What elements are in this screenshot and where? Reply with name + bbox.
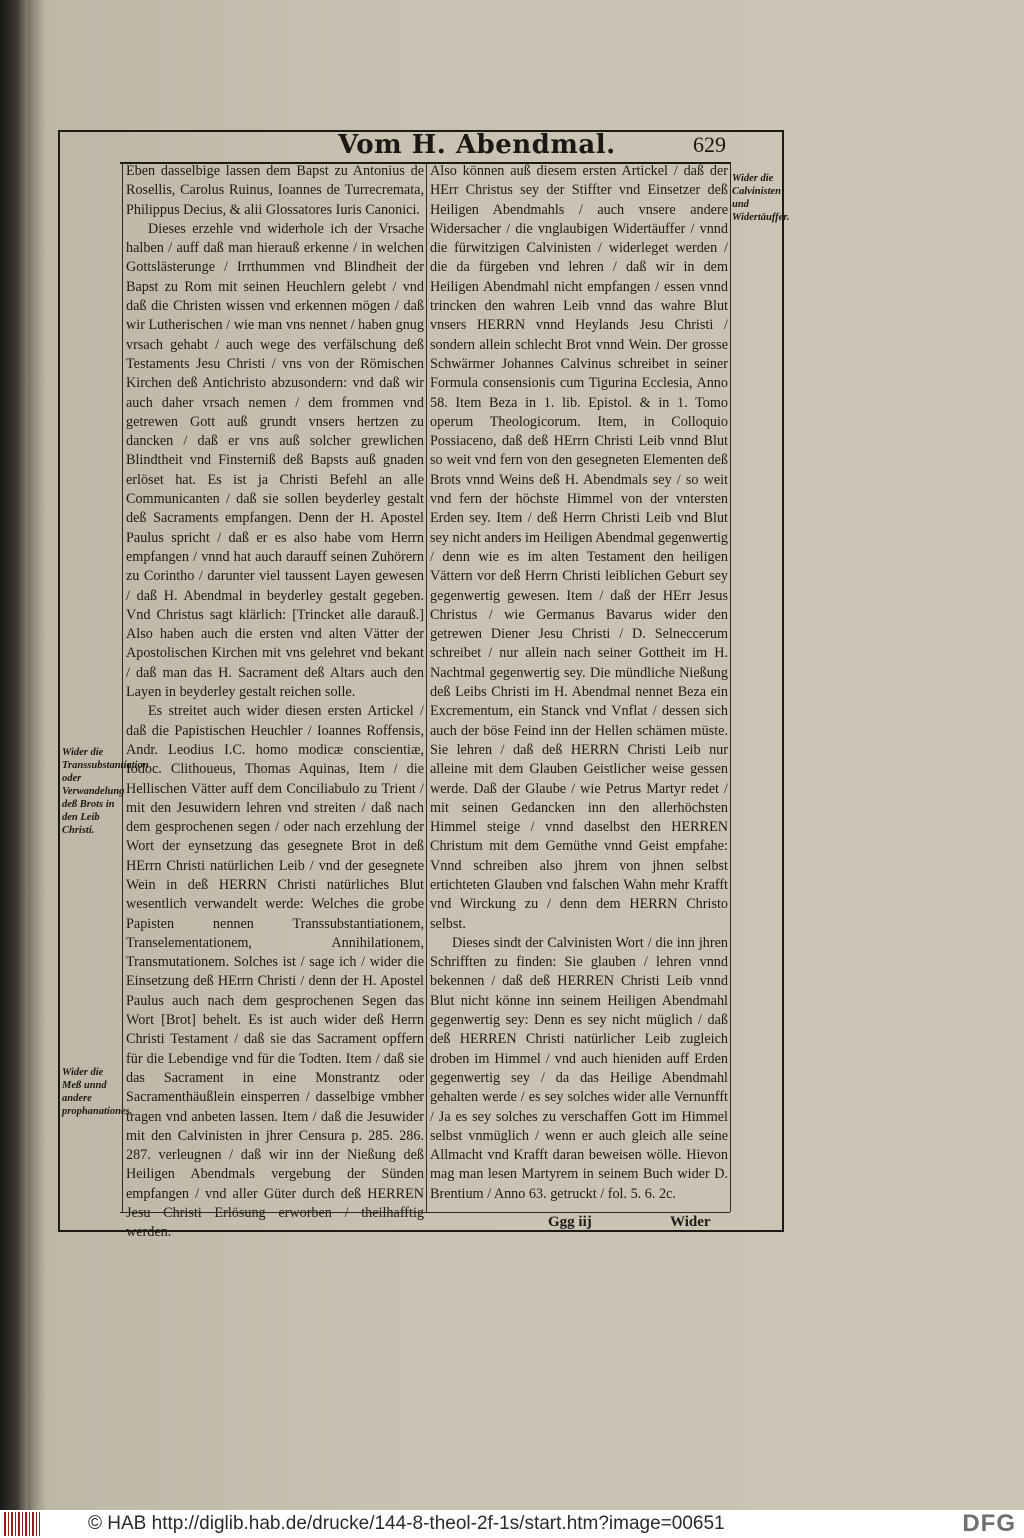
book-spine [0, 0, 28, 1510]
paragraph: Eben dasselbige lassen dem Bapst zu Antonius de Rosellis, Carolus Ruinus, Ioannes de Turrecremata, Philippus Decius, & alii Glossatores Iuris Canonici. [126, 163, 424, 218]
left-column [126, 162, 424, 1243]
catchword: Wider [670, 1214, 711, 1230]
source-link[interactable]: © HAB http://diglib.hab.de/drucke/144-8-theol-2f-1s/start.htm?image=00651 [88, 1513, 725, 1534]
margin-note-left: Wider die Meß unnd andere prophanationes. [62, 1067, 133, 1117]
column-rule-right [730, 162, 731, 1212]
dfg-logo: DFG [962, 1510, 1016, 1537]
page-number: 629 [693, 132, 726, 157]
margin-note-right: Wider die Calvinisten und Widertäuffer. [732, 173, 790, 223]
column-rule-left [122, 162, 123, 1212]
barcode-icon [4, 1512, 40, 1536]
bottom-rule [120, 1212, 730, 1213]
running-head [120, 132, 730, 164]
paragraph: Dieses sindt der Calvinisten Wort / die inn jhren Schrifften zu finden: Sie glauben / lehren vnnd bekennen / daß deß HERREN Christi Leib vnnd Blut nicht könne inn seinem Heiligen Abendmahl gegenwertig sey: Denn es sey nicht müglich / daß deß HERREN Christi natürlicher Leib zugleich droben im Himmel / vnd auch hieniden auff Erden gegenwertig sey / da das Heilige Abendmahl gehalten werde / es sey solches wider alle Vernunfft / Ja es sey solches zu verschaffen Gott im Himmel selbst vnmüglich / wenn er auch gleich alle seine Allmacht vnd Krafft daran beweisen wölle. Hievon mag man lesen Martyrem in seinem Buch wider D. Brentium / Anno 63. getruckt / fol. 5. 6. 2c. [430, 934, 728, 1202]
paragraph: Dieses erzehle vnd widerhole ich der Vrsache halben / auff daß man hierauß erkenne / in welchen Gottslästerunge / Irrthummen vnd Blindheit der Bapst zu Rom mit seinen Heuchlern gelebt / vnd daß die Christen wissen vnd erkennen mögen / daß wir Lutherischen / wie man vns nennet / haben gnug vrsach gehabt / auch wege des verfälschung deß Testaments Jesu Christi / vns von der Römischen Kirchen deß Antichristo abzusondern: vnd daß wir auch daher vrsach nemen / dem frommen vnd getrewen Gott auß grundt vnsers hertzen zu dancken / daß er vns auß solcher grewlichen Blindtheit vnd Finsterniß deß Bapsts auß gnaden erlöset hat. Es ist ja Christi Befehl an alle Communicanten / daß sie sollen beyderley gestalt deß Sacraments empfangen. Denn der H. Apostel Paulus spricht / daß er es also habe vom Herrn empfangen / vnnd hat auch darauff seinen Zuhörern zu Corintho / darunter viel taussent Layen gewesen / daß H. Abendmal in beyderley gestalt gegeben. Vnd Christus sagt klärlich: [Trincket alle darauß.] Also haben auch die ersten vnd alten Vätter der Apostolischen Kirchen mit vns gelehret vnd bekant / daß man das H. Sacrament deß Altars auch den Layen in beyderley gestalt reichen solle. [126, 220, 424, 701]
paragraph: Also können auß diesem ersten Artickel / daß der HErr Christus sey der Stiffter vnd Einsetzer deß Heiligen Abendmahls / auch vnsere andere Widersacher / die vnglaubigen Widertäuffer / vnnd die fürwitzigen Calvinisten / widerleget werden / die da fürgeben vnd lehren / daß wir in dem Heiligen Abendmahl nicht empfangen / essen vnnd trincken den wahren Leib vnnd das wahre Blut vnsers HERRN vnnd Heylands Jesu Christi / sondern allein schlecht Brot vnnd Wein. Der grosse Schwärmer Johannes Calvinus schreibet in seiner Formula consensionis cum Tigurina Ecclesia, Anno 58. Item Beza in 1. lib. Epistol. & in 1. Tomo operum Theologicorum. Item, in Colloquio Possiaceno, daß deß HErrn Christi Leib vnnd Blut so weit vnd fern von den gesegneten Elementen deß Brots vnnd Weins deß H. Abendmals sey / so weit vnd fern der höchste Himmel von der vntersten Erden sey. Item / deß Herrn Christi Leib vnd Blut sey nicht anders im Heiligen Abendmal gegenwertig / denn wie es im alten Testament den heiligen Vättern vor deß Herrn Christi leiblichen Geburt sey gegenwertig gewesen. Item / daß der HErr Jesus Christus / wie Germanus Bavarus wider den getrewen Diener Jesu Christi / D. Selneccerum schreibet / nur allein nach seiner Gottheit im H. Nachtmal gegenwertig sey. Die mündliche Nießung deß Leibs Christi im H. Abendmal nennet Beza ein Excrementum, ein Stanck vnd Vnflat / dessen sich auch der böse Feind inn der Hellen schämen müste. Sie lehren / daß deß HERRN Christi Leib nur alleine mit dem Glauben Geistlicher weise gessen werde. Daß der Glaube / wie Petrus Martyr redet / mit seinen Gedancken inn den allerhöchsten Himmel steige / vnnd daselbst den HERREN Christum mit dem Gemüthe vnnd Geist empfahe: Vnnd schreiben also jhrem von jhnen selbst ertichteten Glauben vnd falschen Wahn mehr Krafft vnd Wirckung zu / denn dem HERRN Christo selbst. [430, 163, 728, 932]
footer-bar [0, 1510, 1024, 1538]
right-column [430, 162, 728, 1204]
margin-note-left: Wider die Transsubstantiation oder Verwandelung deß Brots in den Leib Christi. [62, 747, 149, 836]
signature-mark: Ggg iij [548, 1214, 592, 1230]
page-title: Vom H. Abendmal. [338, 130, 616, 160]
column-rule-center [426, 162, 427, 1212]
paragraph: Es streitet auch wider diesen ersten Artickel / daß die Papistischen Heuchler / Ioannes Roffensis, Andr. Leodius I.C. homo modicæ conscientiæ, Iodoc. Clithoueus, Thomas Aquinas, Item / die Hellischen Vätter auff dem Conciliabulo zu Trient / mit den Jesuwidern lehren vnd streiten / daß nach dem gesprochenen segen / oder nach erzehlung der Wort der eynsetzung das gesegnete Brot in deß HErrn Christi natürlichen Leib / vnd der gesegnete Wein in deß HERRN Christi natürliches Blut wesentlich verwandelt werde: Welches die grobe Papisten nennen Transsubstantiationem, Transelementationem, Annihilationem, Transmutationem. Solches ist / sage ich / wider die Einsetzung deß HErrn Christi / denn der H. Apostel Paulus auch nach dem gesprochenen Segen das Wort [Brot] behelt. Es ist auch wider deß Herrn Christi Testament / daß sie das Sacrament opffern für die Lebendige vnd für die Todten. Item / daß sie das Sacrament in eine Monstrantz oder Sacramenthäußlein einsperren / dasselbige vmbher tragen vnd anbeten lassen. Item / daß die Jesuwider mit den Calvinisten in jhrer Censura p. 285. 286. 287. verleugnen / daß wir inn der Nießung deß Heiligen Abendmals vergebung der Sünden empfangen / vnd aller Güter durch deß HERREN Jesu Christi Erlösung erworben / theilhafftig werden. [126, 703, 424, 1241]
